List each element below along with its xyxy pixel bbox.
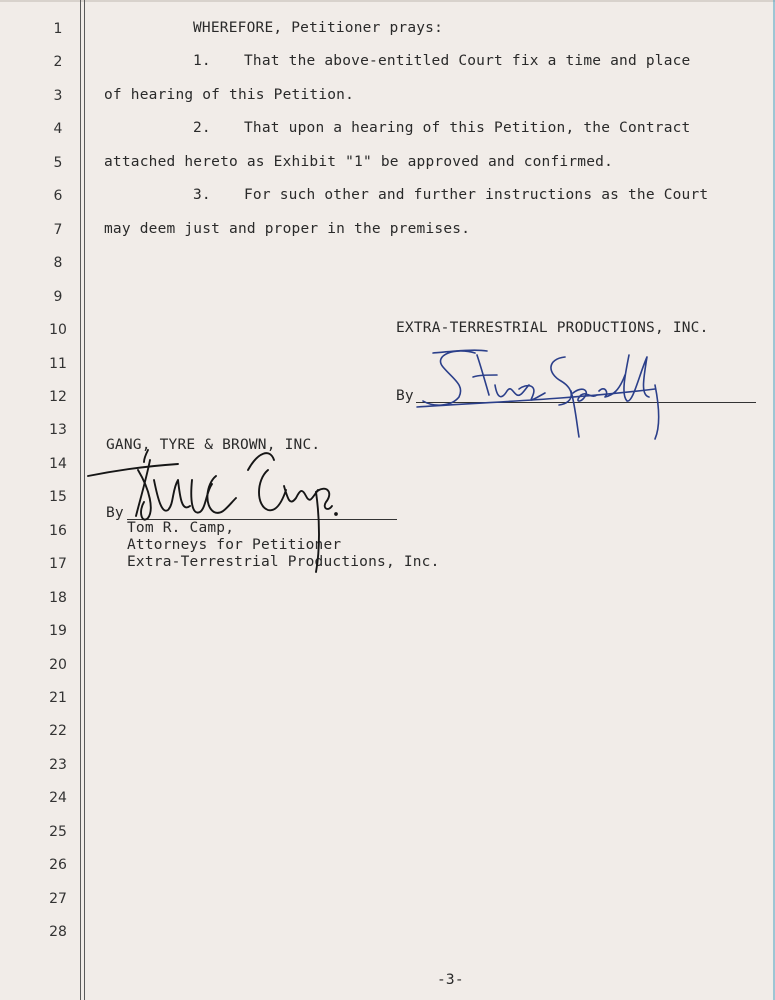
line-number: 15 xyxy=(49,489,67,506)
line-number: 8 xyxy=(53,255,63,272)
law-firm-name: GANG, TYRE & BROWN, INC. xyxy=(106,437,321,453)
item-1-number: 1. xyxy=(193,53,211,69)
item-3-line-a: For such other and further instructions as the Court xyxy=(244,187,709,203)
line-number: 10 xyxy=(49,322,67,339)
line-number: 20 xyxy=(49,656,67,673)
petitioner-by-label: By xyxy=(396,388,414,404)
attorney-signer-name: Tom R. Camp, xyxy=(127,520,235,536)
line-number: 28 xyxy=(49,924,67,941)
line-number: 17 xyxy=(49,556,67,573)
item-2-number: 2. xyxy=(193,120,211,136)
line-number: 9 xyxy=(53,288,63,305)
line-number: 13 xyxy=(49,422,67,439)
item-2-line-b: attached hereto as Exhibit "1" be approved and confirmed. xyxy=(104,154,613,170)
margin-rule-left xyxy=(80,0,81,1000)
line-number: 4 xyxy=(53,121,63,138)
line-number: 25 xyxy=(49,823,67,840)
line-number: 12 xyxy=(49,388,67,405)
line-number: 21 xyxy=(49,690,67,706)
line-number: 11 xyxy=(49,355,67,372)
line-number: 18 xyxy=(49,589,67,606)
item-1-line-b: of hearing of this Petition. xyxy=(104,87,355,103)
petitioner-company: EXTRA-TERRESTRIAL PRODUCTIONS, INC. xyxy=(396,320,709,336)
line-number: 2 xyxy=(53,54,63,71)
attorney-client: Extra-Terrestrial Productions, Inc. xyxy=(127,554,440,570)
top-edge xyxy=(0,0,775,2)
page-number: -3- xyxy=(437,972,464,988)
line-number: 24 xyxy=(49,790,67,807)
attorney-signature xyxy=(88,440,348,580)
petitioner-signature xyxy=(415,345,685,445)
prayer-intro: WHEREFORE, Petitioner prays: xyxy=(193,20,444,36)
margin-rule-right xyxy=(84,0,85,1000)
line-number: 1 xyxy=(53,21,63,37)
item-1-line-a: That the above-entitled Court fix a time and place xyxy=(244,53,691,69)
line-number: 14 xyxy=(49,455,67,472)
line-number: 16 xyxy=(49,522,67,539)
line-number: 26 xyxy=(49,857,67,874)
line-number: 7 xyxy=(53,221,63,238)
line-number: 3 xyxy=(53,87,63,104)
line-number: 5 xyxy=(53,154,63,171)
line-number: 6 xyxy=(53,188,63,205)
line-number: 23 xyxy=(49,756,67,773)
line-number: 22 xyxy=(49,723,67,740)
item-3-line-b: may deem just and proper in the premises. xyxy=(104,221,471,237)
item-2-line-a: That upon a hearing of this Petition, the Contract xyxy=(244,120,691,136)
line-number: 27 xyxy=(49,890,67,907)
attorney-by-label: By xyxy=(106,505,124,521)
attorney-role: Attorneys for Petitioner xyxy=(127,537,342,553)
item-3-number: 3. xyxy=(193,187,211,203)
line-number: 19 xyxy=(49,623,67,640)
